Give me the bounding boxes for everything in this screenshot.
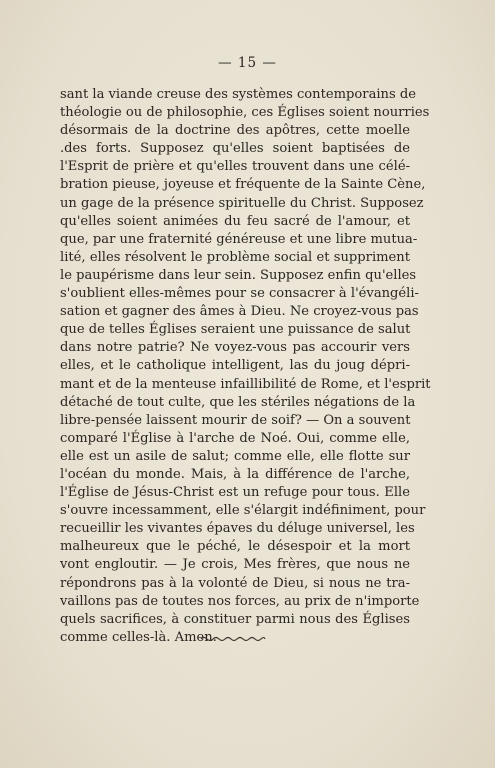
text-line: recueillir les vivantes épaves du déluge universel, les (60, 521, 415, 537)
page-number: — 15 — (218, 55, 277, 71)
text-line: vaillons pas de toutes nos forces, au prix de n'importe (60, 593, 420, 609)
text-line: que, par une fraternité généreuse et une libre mutua- (60, 231, 418, 247)
text-line: s'oublient elles-mêmes pour se consacrer à l'évangéli- (60, 286, 419, 302)
text-line: s'ouvre incessamment, elle s'élargit indéfiniment, pour (60, 503, 426, 519)
text-line: que de telles Églises seraient une puissance de salut (60, 322, 411, 338)
text-line: elles, et le catholique intelligent, las du joug dépri- (60, 358, 410, 374)
text-line: détaché de tout culte, que les stériles négations de la (60, 394, 416, 410)
ornamental-rule (200, 634, 266, 644)
text-line: théologie ou de philosophie, ces Églises soient nourries (60, 105, 430, 121)
text-line: sation et gagner des âmes à Dieu. Ne croyez-vous pas (60, 304, 419, 320)
text-line: .des forts. Supposez qu'elles soient baptisées de (60, 141, 410, 157)
text-line: désormais de la doctrine des apôtres, cette moelle (60, 123, 410, 139)
text-line: qu'elles soient animées du feu sacré de l'amour, et (60, 213, 410, 229)
body-text (60, 86, 431, 647)
text-line: dans notre patrie? Ne voyez-vous pas accourir vers (60, 340, 410, 356)
text-line: malheureux que le péché, le désespoir et la mort (60, 539, 410, 555)
text-line: sant la viande creuse des systèmes contemporains de (60, 87, 417, 102)
text-line: libre-pensée laissent mourir de soif? — On a souvent (60, 412, 411, 428)
text-line: comme celles-là. Amen. (60, 629, 217, 645)
text-line: mant et de la menteuse infaillibilité de Rome, et l'esprit (60, 376, 431, 392)
text-line: lité, elles résolvent le problème social et suppriment (60, 249, 410, 265)
text-line: comparé l'Église à l'arche de Noé. Oui, comme elle, (60, 430, 410, 446)
text-line: l'Église de Jésus-Christ est un refuge pour tous. Elle (60, 485, 410, 501)
text-line: un gage de la présence spirituelle du Christ. Supposez (60, 195, 424, 211)
text-line: elle est un asile de salut; comme elle, elle flotte sur (60, 448, 410, 464)
text-line: l'océan du monde. Mais, à la différence de l'arche, (60, 466, 410, 482)
text-line: répondrons pas à la volonté de Dieu, si nous ne tra- (60, 575, 410, 591)
text-line: le paupérisme dans leur sein. Supposez enfin qu'elles (60, 267, 417, 283)
text-line: l'Esprit de prière et qu'elles trouvent dans une célé- (60, 159, 410, 175)
text-line: quels sacrifices, à constituer parmi nous des Églises (60, 611, 410, 627)
text-line: vont engloutir. — Je crois, Mes frères, que nous ne (60, 557, 410, 573)
text-line: bration pieuse, joyeuse et fréquente de la Sainte Cène, (60, 177, 426, 193)
